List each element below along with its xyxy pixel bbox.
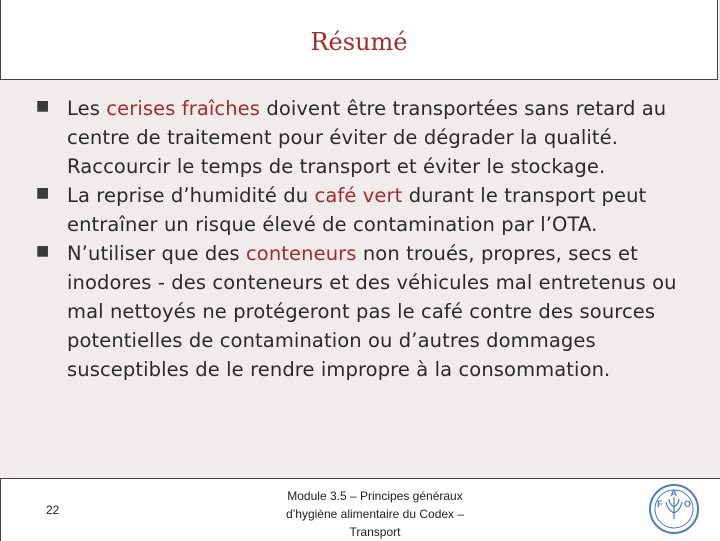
- bullet-list: [36, 94, 702, 384]
- slide-title: Résumé: [310, 28, 408, 56]
- module-caption-line: Module 3.5 – Principes généraux: [287, 489, 463, 503]
- bullet-text-post: doivent être transportées sans retard au centre de traitement pour éviter de dégrader la qualité. Raccourcir le temps de transport et éviter le stockage.: [67, 97, 667, 178]
- bullet-text-pre: N’utiliser que des: [67, 242, 246, 265]
- bullet-highlight: cerises fraîches: [106, 97, 261, 120]
- bullet-text-pre: La reprise d’humidité du: [67, 184, 315, 207]
- bullet-item: [36, 181, 702, 239]
- module-caption-line: d’hygiène alimentaire du Codex –: [285, 507, 465, 521]
- fao-letter-f: F: [657, 499, 663, 509]
- bullet-highlight: café vert: [314, 184, 403, 207]
- bullet-item: [36, 239, 702, 384]
- footer-bar: [0, 478, 720, 541]
- bullet-highlight: conteneurs: [245, 242, 357, 265]
- title-bar: [0, 0, 718, 80]
- bullet-text: [67, 239, 702, 384]
- bullet-text: [67, 181, 702, 239]
- footer-left-border: [0, 479, 1, 541]
- module-caption-line: Transport: [349, 525, 401, 539]
- bullet-text-post: durant le transport peut entraîner un risque élevé de contamination par l’OTA.: [67, 184, 647, 236]
- fao-letter-a: A: [670, 488, 677, 498]
- square-bullet-icon: ■: [36, 185, 50, 201]
- module-caption: [255, 487, 495, 541]
- page-number: 22: [46, 503, 60, 517]
- bullet-text-pre: Les: [67, 97, 107, 120]
- bullet-item: [36, 94, 702, 181]
- fao-logo-icon: [648, 483, 700, 535]
- fao-letter-o: O: [684, 499, 692, 509]
- square-bullet-icon: ■: [36, 98, 50, 114]
- square-bullet-icon: ■: [36, 243, 50, 259]
- bullet-text: [67, 94, 702, 181]
- bullet-text-post: non troués, propres, secs et inodores - des conteneurs et des véhicules mal entretenus ou mal nettoyés ne protégeront pas le café contre des sources potentielles de contamination ou d’autres dommages susceptibles de le rendre impropre à la consommation.: [67, 242, 677, 381]
